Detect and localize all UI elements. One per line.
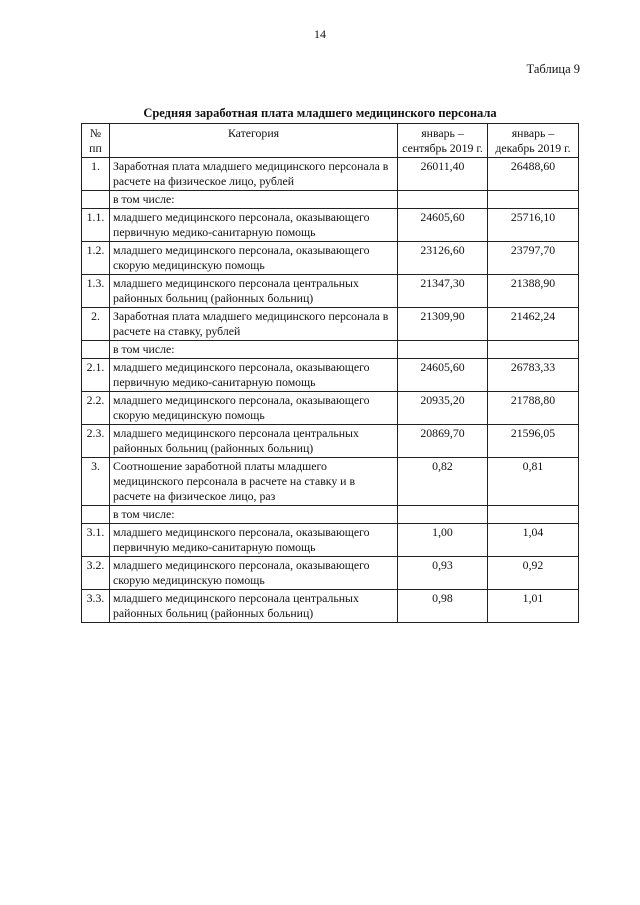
row-number: 1. [82, 158, 110, 191]
header-period1 [398, 124, 488, 158]
row-value-period2: 26488,60 [488, 158, 579, 191]
row-category: младшего медицинского персонала центральных районных больниц (районных больниц) [110, 425, 398, 458]
header-period2-line1: январь – [511, 126, 555, 140]
row-number [82, 506, 110, 524]
table-row [82, 425, 579, 458]
table-row [82, 209, 579, 242]
row-value-period1: 1,00 [398, 524, 488, 557]
row-value-period1: 0,93 [398, 557, 488, 590]
row-category: младшего медицинского персонала, оказывающего скорую медицинскую помощь [110, 392, 398, 425]
table-row [82, 392, 579, 425]
row-value-period2: 1,04 [488, 524, 579, 557]
header-period2 [488, 124, 579, 158]
row-value-period2: 0,81 [488, 458, 579, 506]
table-header-row [82, 124, 579, 158]
row-category: младшего медицинского персонала, оказывающего скорую медицинскую помощь [110, 242, 398, 275]
row-value-period2 [488, 506, 579, 524]
row-number: 3.1. [82, 524, 110, 557]
row-value-period1: 20869,70 [398, 425, 488, 458]
table-row [82, 341, 579, 359]
row-category: Заработная плата младшего медицинского персонала в расчете на ставку, рублей [110, 308, 398, 341]
row-category: в том числе: [110, 506, 398, 524]
row-category: младшего медицинского персонала, оказывающего первичную медико-санитарную помощь [110, 524, 398, 557]
row-category: в том числе: [110, 341, 398, 359]
table-row [82, 506, 579, 524]
row-value-period1 [398, 341, 488, 359]
row-value-period2: 21462,24 [488, 308, 579, 341]
row-value-period2: 1,01 [488, 590, 579, 623]
row-value-period1: 23126,60 [398, 242, 488, 275]
header-period1-line1: январь – [421, 126, 464, 140]
table-row [82, 308, 579, 341]
row-value-period1: 20935,20 [398, 392, 488, 425]
row-value-period1: 24605,60 [398, 209, 488, 242]
row-value-period1: 0,82 [398, 458, 488, 506]
table-row [82, 242, 579, 275]
row-number: 2.3. [82, 425, 110, 458]
row-value-period1: 21309,90 [398, 308, 488, 341]
table-row [82, 275, 579, 308]
header-number-line2: пп [89, 141, 102, 155]
row-number: 2.1. [82, 359, 110, 392]
row-value-period1 [398, 191, 488, 209]
row-value-period2 [488, 341, 579, 359]
row-number: 3.3. [82, 590, 110, 623]
row-category: младшего медицинского персонала центральных районных больниц (районных больниц) [110, 590, 398, 623]
table-row [82, 524, 579, 557]
row-value-period2: 23797,70 [488, 242, 579, 275]
row-number: 1.2. [82, 242, 110, 275]
row-value-period2: 21596,05 [488, 425, 579, 458]
row-value-period2 [488, 191, 579, 209]
row-category: в том числе: [110, 191, 398, 209]
row-value-period2: 25716,10 [488, 209, 579, 242]
table-row [82, 191, 579, 209]
row-category: младшего медицинского персонала центральных районных больниц (районных больниц) [110, 275, 398, 308]
row-number: 2.2. [82, 392, 110, 425]
header-number-line1: № [89, 126, 102, 140]
salary-table [81, 123, 579, 623]
header-category-label: Категория [227, 126, 280, 140]
row-category: младшего медицинского персонала, оказывающего скорую медицинскую помощь [110, 557, 398, 590]
table-label: Таблица 9 [526, 62, 580, 76]
table-row [82, 590, 579, 623]
row-number: 1.3. [82, 275, 110, 308]
table-title: Средняя заработная плата младшего медицинского персонала [143, 106, 497, 120]
row-value-period1: 21347,30 [398, 275, 488, 308]
row-category: Заработная плата младшего медицинского персонала в расчете на физическое лицо, рублей [110, 158, 398, 191]
row-number: 1.1. [82, 209, 110, 242]
row-value-period2: 21788,80 [488, 392, 579, 425]
table-row [82, 458, 579, 506]
header-period1-line2: сентябрь 2019 г. [402, 141, 483, 155]
row-number: 2. [82, 308, 110, 341]
page-number: 14 [314, 27, 326, 41]
row-category: младшего медицинского персонала, оказывающего первичную медико-санитарную помощь [110, 209, 398, 242]
row-value-period2: 21388,90 [488, 275, 579, 308]
table-row [82, 158, 579, 191]
row-category: Соотношение заработной платы младшего медицинского персонала в расчете на ставку и в расчете на физическое лицо, раз [110, 458, 398, 506]
row-value-period1: 24605,60 [398, 359, 488, 392]
row-value-period1: 0,98 [398, 590, 488, 623]
row-number: 3. [82, 458, 110, 506]
row-value-period2: 0,92 [488, 557, 579, 590]
row-category: младшего медицинского персонала, оказывающего первичную медико-санитарную помощь [110, 359, 398, 392]
row-value-period1 [398, 506, 488, 524]
row-value-period1: 26011,40 [398, 158, 488, 191]
header-category [110, 124, 398, 158]
table-row [82, 359, 579, 392]
row-value-period2: 26783,33 [488, 359, 579, 392]
row-number [82, 341, 110, 359]
row-number: 3.2. [82, 557, 110, 590]
row-number [82, 191, 110, 209]
header-period2-line2: декабрь 2019 г. [495, 141, 571, 155]
table-row [82, 557, 579, 590]
header-number [82, 124, 110, 158]
